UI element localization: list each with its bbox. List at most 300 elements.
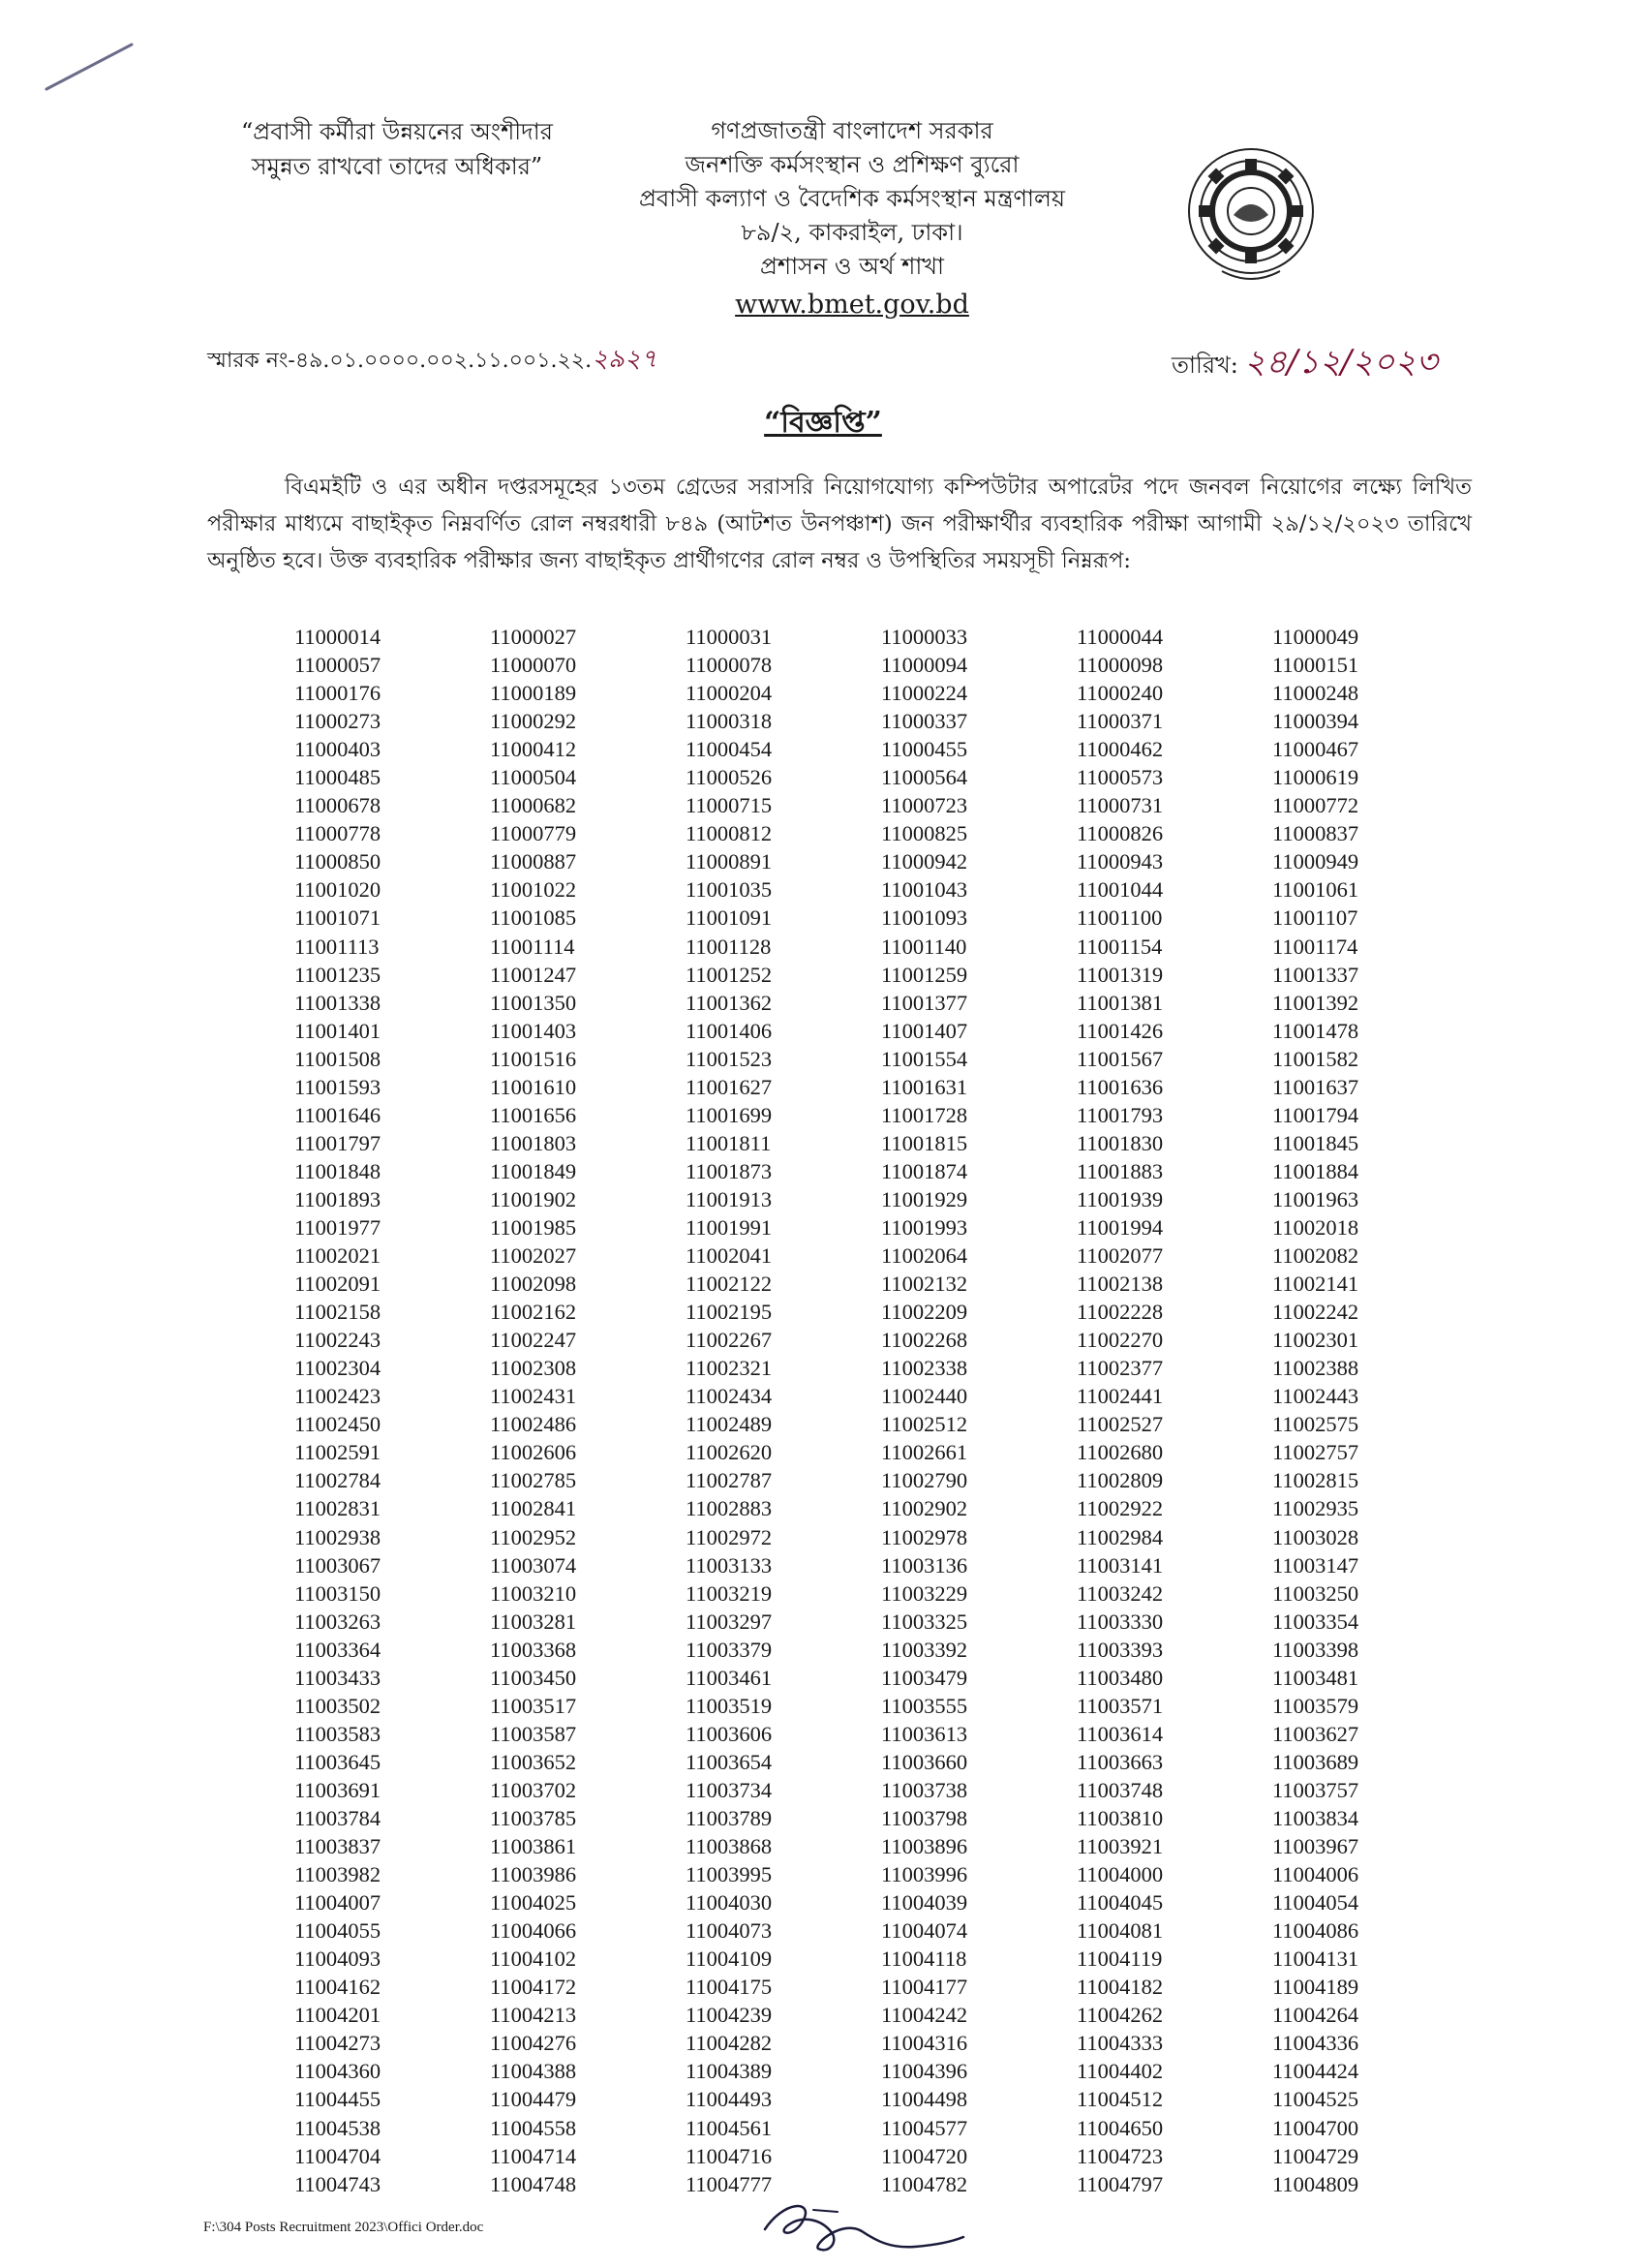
roll-row bbox=[294, 904, 1468, 932]
roll-row bbox=[294, 2113, 1468, 2141]
roll-number-cell: 11000887 bbox=[490, 849, 577, 874]
roll-number-cell: 11004007 bbox=[294, 1890, 381, 1916]
roll-number-cell: 11001128 bbox=[686, 934, 772, 959]
roll-number-cell: 11000949 bbox=[1272, 849, 1359, 874]
roll-number-cell: 11003392 bbox=[881, 1637, 968, 1662]
reference-line bbox=[207, 339, 657, 382]
roll-number-cell: 11003784 bbox=[294, 1805, 381, 1830]
roll-number-cell: 11003147 bbox=[1272, 1552, 1359, 1578]
roll-number-cell: 11000412 bbox=[490, 737, 577, 762]
roll-number-cell: 11003986 bbox=[490, 1862, 577, 1887]
roll-number-cell: 11001582 bbox=[1272, 1046, 1359, 1071]
roll-number-cell: 11000837 bbox=[1272, 821, 1359, 846]
roll-row bbox=[294, 961, 1468, 989]
roll-number-cell: 11001044 bbox=[1077, 877, 1164, 903]
roll-row bbox=[294, 2029, 1468, 2057]
roll-number-cell: 11001963 bbox=[1272, 1186, 1359, 1211]
roll-row bbox=[294, 1270, 1468, 1298]
roll-number-cell: 11001403 bbox=[490, 1018, 577, 1043]
roll-number-cell: 11004577 bbox=[881, 2115, 968, 2140]
roll-number-cell: 11001929 bbox=[881, 1186, 968, 1211]
roll-number-cell: 11001803 bbox=[490, 1130, 577, 1155]
roll-number-cell: 11003663 bbox=[1077, 1749, 1164, 1774]
roll-number-cell: 11003652 bbox=[490, 1749, 577, 1774]
roll-number-cell: 11000248 bbox=[1272, 681, 1359, 706]
roll-number-cell: 11000678 bbox=[294, 793, 381, 818]
roll-number-cell: 11002027 bbox=[490, 1243, 577, 1269]
roll-number-cell: 11000564 bbox=[881, 765, 968, 790]
roll-number-cell: 11004162 bbox=[294, 1975, 381, 2000]
roll-number-cell: 11001478 bbox=[1272, 1018, 1359, 1043]
roll-row bbox=[294, 623, 1468, 651]
roll-number-cell: 11003789 bbox=[686, 1805, 773, 1830]
roll-number-cell: 11002247 bbox=[490, 1328, 577, 1353]
roll-number-cell: 11004093 bbox=[294, 1946, 381, 1972]
roll-number-cell: 11001849 bbox=[490, 1158, 577, 1183]
pen-stroke-mark bbox=[43, 39, 139, 97]
roll-number-cell: 11004704 bbox=[294, 2143, 381, 2168]
roll-number-cell: 11003982 bbox=[294, 1862, 381, 1887]
roll-number-cell: 11004748 bbox=[490, 2171, 577, 2196]
roll-number-cell: 11002431 bbox=[490, 1384, 577, 1409]
roll-number-cell: 11003461 bbox=[686, 1665, 773, 1690]
roll-number-cell: 11002661 bbox=[881, 1440, 968, 1465]
roll-number-cell: 11004782 bbox=[881, 2171, 968, 2196]
roll-number-cell: 11001406 bbox=[686, 1018, 773, 1043]
roll-number-cell: 11004172 bbox=[490, 1975, 577, 2000]
roll-number-cell: 11002952 bbox=[490, 1524, 577, 1549]
roll-number-cell: 11004512 bbox=[1077, 2087, 1164, 2112]
roll-number-cell: 11004239 bbox=[686, 2003, 773, 2028]
roll-number-cell: 11002270 bbox=[1077, 1328, 1164, 1353]
roll-number-cell: 11000027 bbox=[490, 625, 577, 650]
roll-number-cell: 11001884 bbox=[1272, 1158, 1359, 1183]
roll-number-cell: 11004131 bbox=[1272, 1946, 1359, 1972]
roll-number-cell: 11003263 bbox=[294, 1609, 381, 1634]
roll-number-cell: 11003702 bbox=[490, 1777, 577, 1802]
roll-number-cell: 11000715 bbox=[686, 793, 773, 818]
roll-number-cell: 11002243 bbox=[294, 1328, 381, 1353]
roll-number-cell: 11003330 bbox=[1077, 1609, 1164, 1634]
roll-number-cell: 11003660 bbox=[881, 1749, 968, 1774]
roll-row bbox=[294, 1860, 1468, 1888]
roll-number-cell: 11003136 bbox=[881, 1552, 968, 1578]
roll-number-cell: 11001883 bbox=[1077, 1158, 1164, 1183]
roll-number-cell: 11004424 bbox=[1272, 2059, 1359, 2084]
roll-number-cell: 11003734 bbox=[686, 1777, 773, 1802]
roll-number-cell: 11002591 bbox=[294, 1440, 381, 1465]
roll-number-cell: 11003579 bbox=[1272, 1693, 1359, 1718]
roll-number-cell: 11004714 bbox=[490, 2143, 577, 2168]
roll-number-cell: 11000467 bbox=[1272, 737, 1359, 762]
roll-number-cell: 11001993 bbox=[881, 1215, 968, 1240]
roll-row bbox=[294, 707, 1468, 735]
roll-row bbox=[294, 819, 1468, 847]
roll-number-cell: 11004276 bbox=[490, 2031, 577, 2056]
roll-number-cell: 11003691 bbox=[294, 1777, 381, 1802]
roll-number-cell: 11004455 bbox=[294, 2087, 381, 2112]
roll-row bbox=[294, 1636, 1468, 1664]
roll-number-cell: 11002041 bbox=[686, 1243, 773, 1269]
roll-number-cell: 11001523 bbox=[686, 1046, 773, 1071]
roll-number-cell: 11003281 bbox=[490, 1609, 577, 1634]
office-header bbox=[581, 114, 1123, 322]
roll-number-cell: 11002486 bbox=[490, 1412, 577, 1437]
roll-number-cell: 11000943 bbox=[1077, 849, 1164, 874]
roll-number-cell: 11004729 bbox=[1272, 2143, 1359, 2168]
roll-number-cell: 11001893 bbox=[294, 1186, 381, 1211]
roll-number-cell: 11003141 bbox=[1077, 1552, 1164, 1578]
roll-row bbox=[294, 1298, 1468, 1326]
roll-number-table bbox=[294, 623, 1468, 2198]
roll-number-cell: 11002388 bbox=[1272, 1356, 1359, 1381]
roll-number-cell: 11003074 bbox=[490, 1552, 577, 1578]
roll-number-cell: 11003785 bbox=[490, 1805, 577, 1830]
roll-row bbox=[294, 1579, 1468, 1608]
roll-number-cell: 11004388 bbox=[490, 2059, 577, 2084]
roll-number-cell: 11004118 bbox=[881, 1946, 967, 1972]
roll-number-cell: 11001845 bbox=[1272, 1130, 1359, 1155]
roll-number-cell: 11000485 bbox=[294, 765, 381, 790]
roll-row bbox=[294, 1720, 1468, 1748]
roll-number-cell: 11003502 bbox=[294, 1693, 381, 1718]
roll-number-cell: 11003297 bbox=[686, 1609, 773, 1634]
roll-number-cell: 11003433 bbox=[294, 1665, 381, 1690]
roll-number-cell: 11000151 bbox=[1272, 653, 1359, 678]
roll-number-cell: 11001797 bbox=[294, 1130, 381, 1155]
roll-number-cell: 11000504 bbox=[490, 765, 577, 790]
roll-number-cell: 11002809 bbox=[1077, 1468, 1164, 1493]
roll-number-cell: 11004081 bbox=[1077, 1918, 1164, 1944]
roll-number-cell: 11001977 bbox=[294, 1215, 381, 1240]
roll-number-cell: 11004102 bbox=[490, 1946, 577, 1972]
roll-number-cell: 11001071 bbox=[294, 905, 381, 931]
roll-number-cell: 11001636 bbox=[1077, 1074, 1164, 1099]
header-line-2: জনশক্তি কর্মসংস্থান ও প্রশিক্ষণ ব্যুরো bbox=[685, 151, 1020, 178]
roll-row bbox=[294, 1213, 1468, 1241]
roll-number-cell: 11003614 bbox=[1077, 1721, 1164, 1746]
roll-row bbox=[294, 1129, 1468, 1157]
roll-number-cell: 11001874 bbox=[881, 1158, 968, 1183]
roll-row bbox=[294, 1101, 1468, 1129]
roll-number-cell: 11003480 bbox=[1077, 1665, 1164, 1690]
roll-number-cell: 11001114 bbox=[490, 934, 575, 959]
roll-number-cell: 11004282 bbox=[686, 2031, 773, 2056]
roll-number-cell: 11000292 bbox=[490, 709, 577, 734]
roll-number-cell: 11004809 bbox=[1272, 2171, 1359, 2196]
roll-number-cell: 11002434 bbox=[686, 1384, 773, 1409]
roll-number-cell: 11001377 bbox=[881, 990, 968, 1015]
roll-number-cell: 11002077 bbox=[1077, 1243, 1164, 1269]
roll-number-cell: 11001902 bbox=[490, 1186, 577, 1211]
roll-number-cell: 11004189 bbox=[1272, 1975, 1359, 2000]
roll-number-cell: 11000070 bbox=[490, 653, 577, 678]
roll-row bbox=[294, 1748, 1468, 1776]
roll-number-cell: 11002242 bbox=[1272, 1300, 1359, 1325]
roll-number-cell: 11004493 bbox=[686, 2087, 773, 2112]
header-line-3: প্রবাসী কল্যাণ ও বৈদেশিক কর্মসংস্থান মন্ত্রণালয় bbox=[639, 185, 1065, 212]
roll-number-cell: 11004336 bbox=[1272, 2031, 1359, 2056]
roll-number-cell: 11000403 bbox=[294, 737, 381, 762]
roll-number-cell: 11001407 bbox=[881, 1018, 968, 1043]
roll-row bbox=[294, 1945, 1468, 1973]
roll-number-cell: 11002195 bbox=[686, 1300, 773, 1325]
roll-number-cell: 11000850 bbox=[294, 849, 381, 874]
roll-number-cell: 11004716 bbox=[686, 2143, 773, 2168]
roll-number-cell: 11001140 bbox=[881, 934, 967, 959]
date-line bbox=[1172, 337, 1438, 392]
roll-number-cell: 11001113 bbox=[294, 934, 380, 959]
roll-number-cell: 11004025 bbox=[490, 1890, 577, 1916]
roll-number-cell: 11001107 bbox=[1272, 905, 1358, 931]
roll-number-cell: 11002450 bbox=[294, 1412, 381, 1437]
roll-number-cell: 11001154 bbox=[1077, 934, 1163, 959]
roll-number-cell: 11001873 bbox=[686, 1158, 773, 1183]
roll-row bbox=[294, 1776, 1468, 1804]
roll-row bbox=[294, 1608, 1468, 1636]
roll-number-cell: 11001174 bbox=[1272, 934, 1358, 959]
roll-number-cell: 11000224 bbox=[881, 681, 968, 706]
roll-number-cell: 11004262 bbox=[1077, 2003, 1164, 2028]
roll-number-cell: 11004175 bbox=[686, 1975, 773, 2000]
roll-number-cell: 11001516 bbox=[490, 1046, 577, 1071]
roll-row bbox=[294, 735, 1468, 763]
date-label: তারিখ: bbox=[1172, 352, 1238, 379]
roll-number-cell: 11002304 bbox=[294, 1356, 381, 1381]
roll-row bbox=[294, 1916, 1468, 1945]
roll-number-cell: 11001337 bbox=[1272, 962, 1359, 987]
roll-number-cell: 11003379 bbox=[686, 1637, 773, 1662]
roll-number-cell: 11003519 bbox=[686, 1693, 773, 1718]
reference-number-handwritten: ২৯২৭ bbox=[592, 345, 657, 374]
roll-number-cell: 11003834 bbox=[1272, 1805, 1359, 1830]
roll-number-cell: 11001913 bbox=[686, 1186, 773, 1211]
roll-number-cell: 11003571 bbox=[1077, 1693, 1164, 1718]
roll-number-cell: 11000049 bbox=[1272, 625, 1359, 650]
roll-number-cell: 11003613 bbox=[881, 1721, 968, 1746]
roll-row bbox=[294, 1973, 1468, 2001]
roll-number-cell: 11004797 bbox=[1077, 2171, 1164, 2196]
roll-row bbox=[294, 1438, 1468, 1466]
roll-number-cell: 11002606 bbox=[490, 1440, 577, 1465]
roll-number-cell: 11003645 bbox=[294, 1749, 381, 1774]
roll-number-cell: 11002158 bbox=[294, 1300, 381, 1325]
roll-number-cell: 11003798 bbox=[881, 1805, 968, 1830]
roll-number-cell: 11001043 bbox=[881, 877, 968, 903]
roll-number-cell: 11003921 bbox=[1077, 1834, 1164, 1859]
roll-number-cell: 11002122 bbox=[686, 1272, 773, 1297]
roll-number-cell: 11002620 bbox=[686, 1440, 773, 1465]
roll-number-cell: 11001085 bbox=[490, 905, 577, 931]
roll-number-cell: 11002440 bbox=[881, 1384, 968, 1409]
roll-row bbox=[294, 1326, 1468, 1354]
roll-number-cell: 11000731 bbox=[1077, 793, 1164, 818]
motto bbox=[223, 114, 571, 184]
roll-number-cell: 11001247 bbox=[490, 962, 577, 987]
roll-number-cell: 11002162 bbox=[490, 1300, 577, 1325]
roll-number-cell: 11003242 bbox=[1077, 1580, 1164, 1606]
roll-number-cell: 11002021 bbox=[294, 1243, 381, 1269]
roll-number-cell: 11004264 bbox=[1272, 2003, 1359, 2028]
roll-number-cell: 11003450 bbox=[490, 1665, 577, 1690]
roll-number-cell: 11003810 bbox=[1077, 1805, 1164, 1830]
roll-number-cell: 11003364 bbox=[294, 1637, 381, 1662]
roll-number-cell: 11003996 bbox=[881, 1862, 968, 1887]
roll-number-cell: 11004045 bbox=[1077, 1890, 1164, 1916]
roll-number-cell: 11004177 bbox=[881, 1975, 968, 2000]
roll-number-cell: 11001319 bbox=[1077, 962, 1164, 987]
roll-row bbox=[294, 1804, 1468, 1832]
roll-row bbox=[294, 1551, 1468, 1579]
roll-number-cell: 11004777 bbox=[686, 2171, 773, 2196]
roll-number-cell: 11002935 bbox=[1272, 1496, 1359, 1521]
roll-number-cell: 11001610 bbox=[490, 1074, 577, 1099]
roll-number-cell: 11001994 bbox=[1077, 1215, 1164, 1240]
roll-number-cell: 11003150 bbox=[294, 1580, 381, 1606]
roll-number-cell: 11001093 bbox=[881, 905, 968, 931]
roll-row bbox=[294, 1185, 1468, 1213]
roll-number-cell: 11004723 bbox=[1077, 2143, 1164, 2168]
roll-row bbox=[294, 1382, 1468, 1410]
roll-number-cell: 11004273 bbox=[294, 2031, 381, 2056]
roll-number-cell: 11004720 bbox=[881, 2143, 968, 2168]
roll-row bbox=[294, 1073, 1468, 1101]
website-link[interactable]: www.bmet.gov.bd bbox=[735, 290, 969, 320]
roll-number-cell: 11000526 bbox=[686, 765, 773, 790]
roll-number-cell: 11004201 bbox=[294, 2003, 381, 2028]
roll-number-cell: 11002082 bbox=[1272, 1243, 1359, 1269]
roll-row bbox=[294, 679, 1468, 707]
motto-line-2: সমুন্নত রাখবো তাদের অধিকার” bbox=[251, 153, 543, 180]
roll-number-cell: 11001991 bbox=[686, 1215, 773, 1240]
roll-number-cell: 11002575 bbox=[1272, 1412, 1359, 1437]
roll-row bbox=[294, 2057, 1468, 2085]
roll-number-cell: 11004054 bbox=[1272, 1890, 1359, 1916]
roll-number-cell: 11000240 bbox=[1077, 681, 1164, 706]
roll-number-cell: 11000176 bbox=[294, 681, 381, 706]
roll-number-cell: 11004538 bbox=[294, 2115, 381, 2140]
roll-row bbox=[294, 875, 1468, 904]
roll-number-cell: 11003517 bbox=[490, 1693, 577, 1718]
roll-number-cell: 11002757 bbox=[1272, 1440, 1359, 1465]
roll-number-cell: 11003689 bbox=[1272, 1749, 1359, 1774]
roll-row bbox=[294, 2142, 1468, 2170]
roll-number-cell: 11000573 bbox=[1077, 765, 1164, 790]
roll-row bbox=[294, 1523, 1468, 1551]
roll-number-cell: 11002790 bbox=[881, 1468, 968, 1493]
roll-number-cell: 11001728 bbox=[881, 1102, 968, 1127]
roll-number-cell: 11000942 bbox=[881, 849, 968, 874]
notice-title bbox=[0, 399, 1646, 448]
roll-number-cell: 11004055 bbox=[294, 1918, 381, 1944]
roll-number-cell: 11001939 bbox=[1077, 1186, 1164, 1211]
roll-number-cell: 11002443 bbox=[1272, 1384, 1359, 1409]
roll-row bbox=[294, 989, 1468, 1017]
roll-number-cell: 11002978 bbox=[881, 1524, 968, 1549]
roll-number-cell: 11002098 bbox=[490, 1272, 577, 1297]
roll-number-cell: 11002338 bbox=[881, 1356, 968, 1381]
roll-number-cell: 11001985 bbox=[490, 1215, 577, 1240]
roll-number-cell: 11003219 bbox=[686, 1580, 773, 1606]
roll-number-cell: 11000619 bbox=[1272, 765, 1359, 790]
roll-number-cell: 11001699 bbox=[686, 1102, 773, 1127]
roll-number-cell: 11001567 bbox=[1077, 1046, 1164, 1071]
roll-number-cell: 11004396 bbox=[881, 2059, 968, 2084]
footer-file-path: F:\304 Posts Recruitment 2023\Offici Order.doc bbox=[203, 2220, 484, 2235]
roll-number-cell: 11000779 bbox=[490, 821, 577, 846]
roll-number-cell: 11001381 bbox=[1077, 990, 1164, 1015]
roll-number-cell: 11000189 bbox=[490, 681, 577, 706]
roll-number-cell: 11003587 bbox=[490, 1721, 577, 1746]
roll-number-cell: 11003606 bbox=[686, 1721, 773, 1746]
roll-row bbox=[294, 933, 1468, 961]
roll-number-cell: 11002228 bbox=[1077, 1300, 1164, 1325]
roll-number-cell: 11002091 bbox=[294, 1272, 381, 1297]
roll-number-cell: 11004182 bbox=[1077, 1975, 1164, 2000]
roll-number-cell: 11000033 bbox=[881, 625, 968, 650]
roll-row bbox=[294, 1241, 1468, 1270]
roll-number-cell: 11004066 bbox=[490, 1918, 577, 1944]
notice-title-text: “বিজ্ঞপ্তি” bbox=[764, 406, 882, 440]
roll-number-cell: 11000078 bbox=[686, 653, 773, 678]
roll-number-cell: 11003210 bbox=[490, 1580, 577, 1606]
roll-number-cell: 11004700 bbox=[1272, 2115, 1359, 2140]
roll-number-cell: 11003133 bbox=[686, 1552, 773, 1578]
roll-row bbox=[294, 2085, 1468, 2113]
roll-number-cell: 11003250 bbox=[1272, 1580, 1359, 1606]
roll-number-cell: 11002938 bbox=[294, 1524, 381, 1549]
roll-number-cell: 11004074 bbox=[881, 1918, 968, 1944]
roll-row bbox=[294, 1410, 1468, 1438]
roll-number-cell: 11000098 bbox=[1077, 653, 1164, 678]
roll-number-cell: 11000812 bbox=[686, 821, 773, 846]
roll-number-cell: 11000318 bbox=[686, 709, 773, 734]
roll-number-cell: 11003368 bbox=[490, 1637, 577, 1662]
roll-number-cell: 11000044 bbox=[1077, 625, 1164, 650]
roll-number-cell: 11001554 bbox=[881, 1046, 968, 1071]
roll-number-cell: 11000014 bbox=[294, 625, 381, 650]
roll-number-cell: 11000273 bbox=[294, 709, 381, 734]
roll-number-cell: 11002489 bbox=[686, 1412, 773, 1437]
roll-number-cell: 11004213 bbox=[490, 2003, 577, 2028]
roll-number-cell: 11002018 bbox=[1272, 1215, 1359, 1240]
roll-number-cell: 11003229 bbox=[881, 1580, 968, 1606]
roll-row bbox=[294, 1664, 1468, 1692]
roll-row bbox=[294, 1017, 1468, 1045]
roll-number-cell: 11004109 bbox=[686, 1946, 773, 1972]
roll-number-cell: 11000825 bbox=[881, 821, 968, 846]
roll-number-cell: 11004743 bbox=[294, 2171, 381, 2196]
roll-number-cell: 11000826 bbox=[1077, 821, 1164, 846]
roll-number-cell: 11002321 bbox=[686, 1356, 773, 1381]
roll-number-cell: 11001338 bbox=[294, 990, 381, 1015]
roll-number-cell: 11003479 bbox=[881, 1665, 968, 1690]
motto-line-1: “প্রবাসী কর্মীরা উন্নয়নের অংশীদার bbox=[241, 118, 553, 145]
roll-number-cell: 11002527 bbox=[1077, 1412, 1164, 1437]
roll-number-cell: 11002308 bbox=[490, 1356, 577, 1381]
roll-number-cell: 11003583 bbox=[294, 1721, 381, 1746]
roll-number-cell: 11000723 bbox=[881, 793, 968, 818]
reference-label: স্মারক নং-৪৯.০১.০০০০.০০২.১১.০০১.২২. bbox=[207, 349, 593, 373]
header-line-4: ৮৯/২, কাকরাইল, ঢাকা। bbox=[741, 219, 963, 246]
roll-number-cell: 11002423 bbox=[294, 1384, 381, 1409]
roll-number-cell: 11003861 bbox=[490, 1834, 577, 1859]
roll-number-cell: 11003967 bbox=[1272, 1834, 1359, 1859]
roll-number-cell: 11003067 bbox=[294, 1552, 381, 1578]
roll-number-cell: 11004119 bbox=[1077, 1946, 1163, 1972]
roll-number-cell: 11000454 bbox=[686, 737, 773, 762]
roll-number-cell: 11002984 bbox=[1077, 1524, 1164, 1549]
